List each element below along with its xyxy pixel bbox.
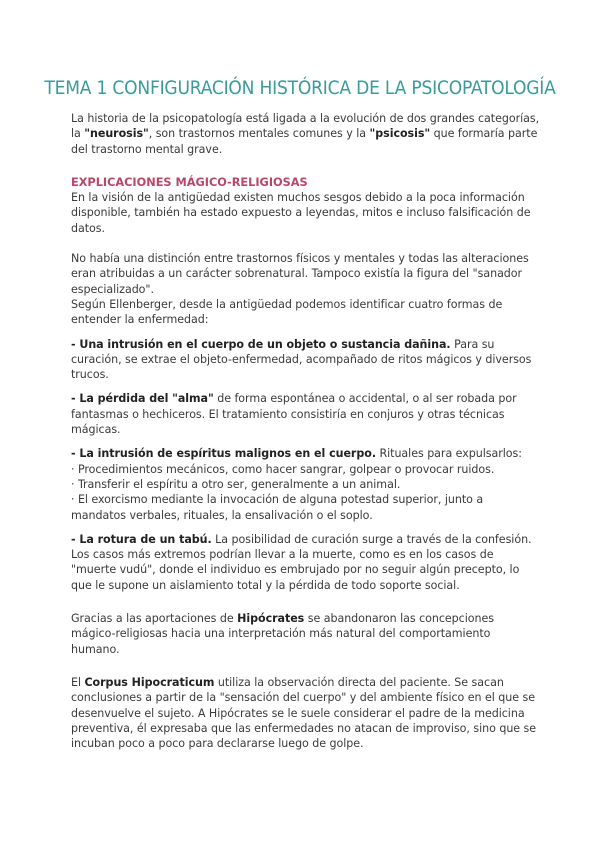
form-4-text: La posibilidad de curación surge a través de la confesión. Los casos más extremos podrían llevar a la muerte, como es en los casos de "muerte vudú", donde el individuo es embrujado por no seguir algún precepto, lo que le supone un aislamiento total y la pérdida de todo soporte social.: [71, 532, 532, 592]
intro-text-2: , son trastornos mentales comunes y la: [148, 127, 370, 141]
form-1-bold: - Una intrusión en el cuerpo de un objeto o sustancia dañina.: [71, 337, 451, 351]
intro-text-1: La historia de la psicopatología está ligada a la evolución de dos grandes categorías, la: [71, 112, 540, 141]
section-heading: EXPLICACIONES MÁGICO-RELIGIOSAS: [71, 175, 308, 189]
corpus-text-2: utiliza la observación directa del paciente. Se sacan conclusiones a partir de la "sensación del cuerpo" y del ambiente físico en el que se desenvuelve el sujeto. A Hipócrates se le suele considerar el padre de la medicina preventiva, él expresaba que las enfermedades no atacan de improviso, sino que se incuban poco a poco para declararse luego de golpe.: [71, 675, 537, 751]
intro-paragraph: [71, 111, 541, 157]
section-paragraph-2: No había una distinción entre trastornos físicos y mentales y todas las alteraciones eran atribuidas a un carácter sobrenatural. Tampoco existía la figura del "sanador especializado".: [71, 252, 529, 296]
form-1-text: Para su curación, se extrae el objeto-enfermedad, acompañado de ritos mágicos y diversos trucos.: [71, 337, 532, 382]
form-2-bold: - La pérdida del "alma": [71, 392, 214, 406]
hippocrates-paragraph: [71, 611, 541, 657]
form-3: [71, 446, 541, 461]
form-3-bold: - La intrusión de espíritus malignos en el cuerpo.: [71, 447, 376, 461]
form-1: [71, 337, 541, 383]
form-3-text: Rituales para expulsarlos:: [375, 447, 522, 461]
intro-bold-psicosis: "psicosis": [369, 127, 431, 141]
intro-bold-neurosis: "neurosis": [84, 127, 149, 141]
hippocrates-text-2: se abandonaron las concepciones mágico-religiosas hacia una interpretación más natural del comportamiento humano.: [71, 612, 494, 656]
hippocrates-text-1: Gracias a las aportaciones de: [71, 612, 238, 626]
corpus-bold: Corpus Hipocraticum: [84, 675, 215, 689]
hippocrates-bold: Hipócrates: [237, 612, 305, 626]
intro-text-3: que formaría parte del trastorno mental grave.: [71, 127, 538, 156]
section-paragraph-3: Según Ellenberger, desde la antigüedad podemos identificar cuatro formas de entender la enfermedad:: [71, 297, 503, 327]
form-2: [71, 391, 541, 437]
corpus-text-1: El: [71, 675, 85, 689]
document-title: TEMA 1 CONFIGURACIÓN HISTÓRICA DE LA PSICOPATOLOGÍA: [44, 77, 556, 99]
corpus-paragraph: [71, 675, 541, 751]
form-3-item: · El exorcismo mediante la invocación de alguna potestad superior, junto a mandatos verbales, rituales, la ensalivación o el soplo.: [71, 493, 484, 522]
form-4-bold: - La rotura de un tabú.: [71, 532, 212, 546]
form-4: [71, 532, 541, 593]
document-body: [71, 111, 541, 751]
form-3-item: · Procedimientos mecánicos, como hacer sangrar, golpear o provocar ruidos.: [71, 462, 495, 476]
section-paragraph-1: En la visión de la antigüedad existen muchos sesgos debido a la poca información disponible, también ha estado expuesto a leyendas, mitos e incluso falsificación de datos.: [71, 191, 531, 235]
form-2-text: de forma espontánea o accidental, o al ser robada por fantasmas o hechiceros. El tratamiento consistiría en conjuros y otras técnicas mágicas.: [71, 392, 517, 437]
form-3-item: · Transferir el espíritu a otro ser, generalmente a un animal.: [71, 477, 401, 491]
